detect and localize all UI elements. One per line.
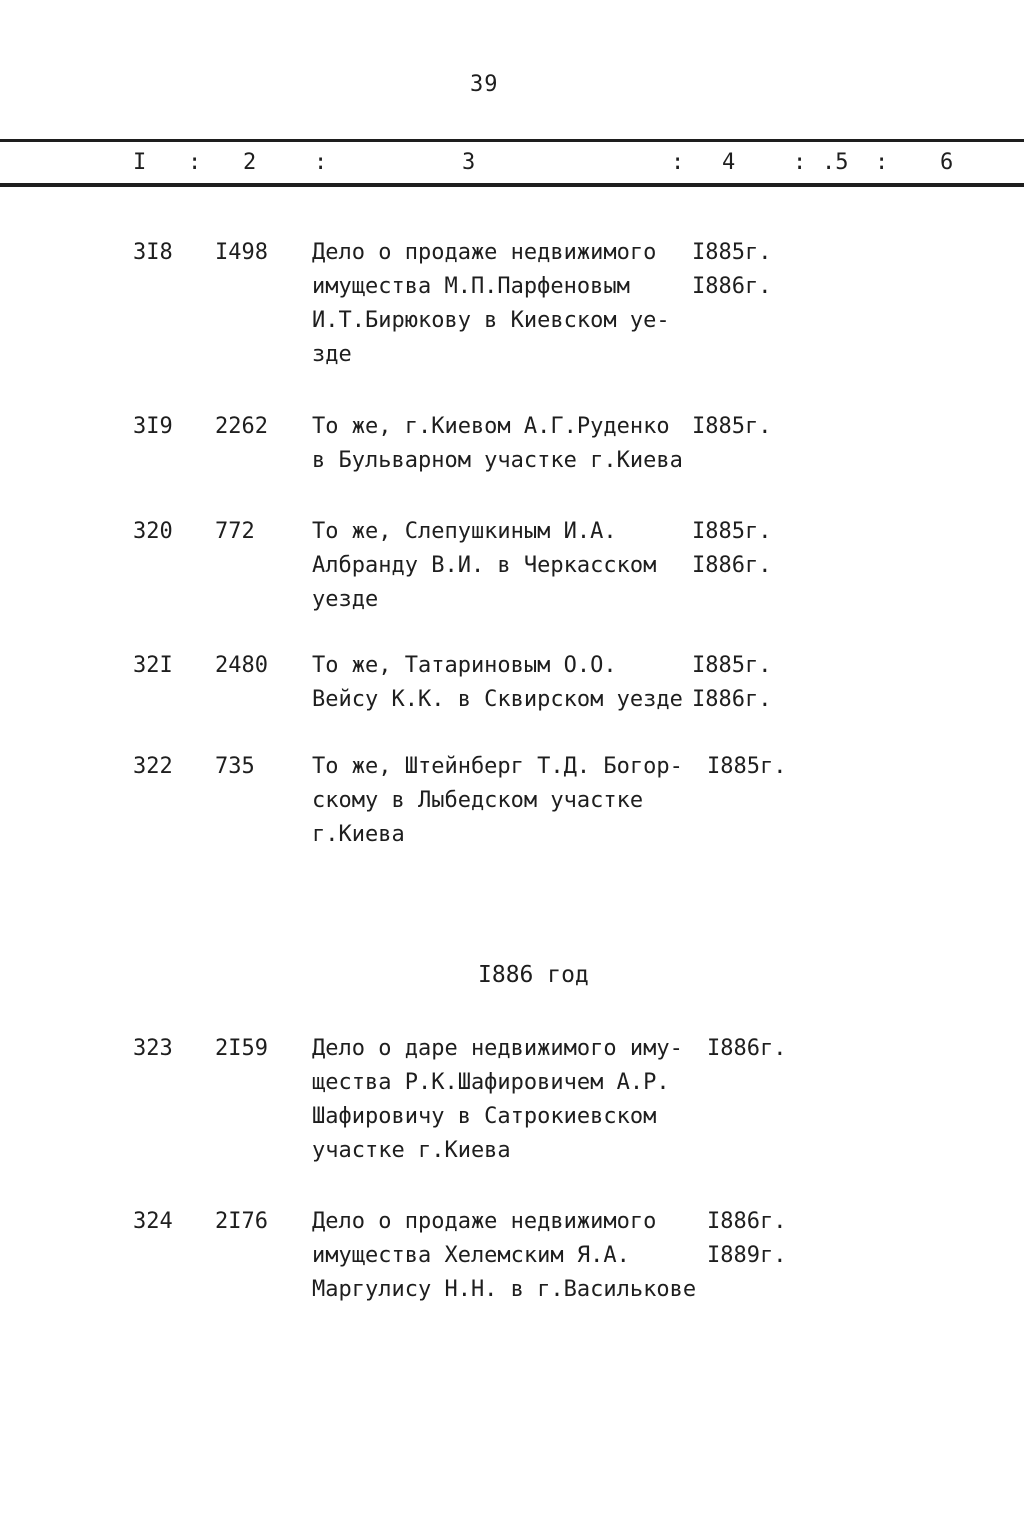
entry-number: 320: [133, 519, 173, 544]
description-line: Дело о продаже недвижимого: [312, 1209, 657, 1234]
archive-number: 2I76: [215, 1209, 268, 1234]
description-line: И.Т.Бирюкову в Киевском уе-: [312, 308, 670, 333]
description-line: г.Киева: [312, 822, 405, 847]
description-line: Вейсу К.К. в Сквирском уезде: [312, 687, 683, 712]
column-number-2: 2: [243, 150, 257, 175]
page-number: 39: [470, 72, 499, 97]
entry-dates: [692, 515, 771, 583]
archive-number: 2262: [215, 414, 268, 439]
entry-description: [312, 236, 712, 372]
entry-number: 322: [133, 754, 173, 779]
description-line: То же, г.Киевом А.Г.Руденко: [312, 414, 670, 439]
date-start: I885г.: [707, 754, 787, 779]
column-number-1: I: [133, 150, 147, 175]
date-start: I886г.: [707, 1036, 787, 1061]
entry-dates: [692, 649, 771, 717]
column-separator: :: [793, 150, 807, 175]
description-line: То же, Слепушкиным И.А.: [312, 519, 617, 544]
entry-description: [312, 410, 712, 478]
archive-number: 772: [215, 519, 255, 544]
column-number-3: 3: [462, 150, 476, 175]
year-heading: I886 год: [478, 962, 589, 988]
column-number-6: 6: [940, 150, 954, 175]
description-line: в Бульварном участке г.Киева: [312, 448, 683, 473]
column-number-4: 4: [722, 150, 736, 175]
description-line: Албранду В.И. в Черкасском: [312, 553, 657, 578]
entry-number: 32I: [133, 653, 173, 678]
description-line: щества Р.К.Шафировичем А.Р.: [312, 1070, 670, 1095]
entry-description: [312, 649, 712, 717]
archive-number: 2I59: [215, 1036, 268, 1061]
description-line: Дело о продаже недвижимого: [312, 240, 657, 265]
entry-description: [312, 515, 712, 617]
entry-description: [312, 1032, 712, 1168]
description-line: скому в Лыбедском участке: [312, 788, 644, 813]
description-line: зде: [312, 342, 352, 367]
archive-number: 735: [215, 754, 255, 779]
date-start: I885г.: [692, 653, 772, 678]
entry-dates: [692, 410, 771, 444]
description-line: Шафировичу в Сатрокиевском: [312, 1104, 657, 1129]
entry-description: [312, 1205, 712, 1307]
entry-number: 3I9: [133, 414, 173, 439]
entry-number: 324: [133, 1209, 173, 1234]
entry-description: [312, 750, 712, 852]
description-line: участке г.Киева: [312, 1138, 511, 1163]
description-line: Маргулису Н.Н. в г.Василькове: [312, 1277, 697, 1302]
date-start: I885г.: [692, 519, 772, 544]
entry-dates: [707, 1032, 786, 1066]
date-start: I886г.: [707, 1209, 787, 1234]
description-line: То же, Татариновым О.О.: [312, 653, 617, 678]
description-line: уезде: [312, 587, 379, 612]
date-end: I886г.: [692, 687, 772, 712]
entry-dates: [692, 236, 771, 304]
header-bottom-rule: [0, 183, 1024, 187]
column-separator: :: [875, 150, 889, 175]
description-line: Дело о даре недвижимого иму-: [312, 1036, 683, 1061]
entry-dates: [707, 1205, 786, 1273]
description-line: имущества М.П.Парфеновым: [312, 274, 630, 299]
column-separator: :: [671, 150, 685, 175]
column-separator: :: [188, 150, 202, 175]
entry-dates: [707, 750, 786, 784]
entry-number: 3I8: [133, 240, 173, 265]
description-line: имущества Хелемским Я.А.: [312, 1243, 630, 1268]
column-separator: :: [314, 150, 328, 175]
entry-number: 323: [133, 1036, 173, 1061]
date-start: I885г.: [692, 240, 772, 265]
header-top-rule: [0, 139, 1024, 142]
column-number-5: .5: [822, 150, 849, 175]
date-end: I889г.: [707, 1243, 787, 1268]
date-end: I886г.: [692, 553, 772, 578]
date-start: I885г.: [692, 414, 772, 439]
archive-number: I498: [215, 240, 268, 265]
description-line: То же, Штейнберг Т.Д. Богор-: [312, 754, 683, 779]
date-end: I886г.: [692, 274, 772, 299]
archive-number: 2480: [215, 653, 268, 678]
